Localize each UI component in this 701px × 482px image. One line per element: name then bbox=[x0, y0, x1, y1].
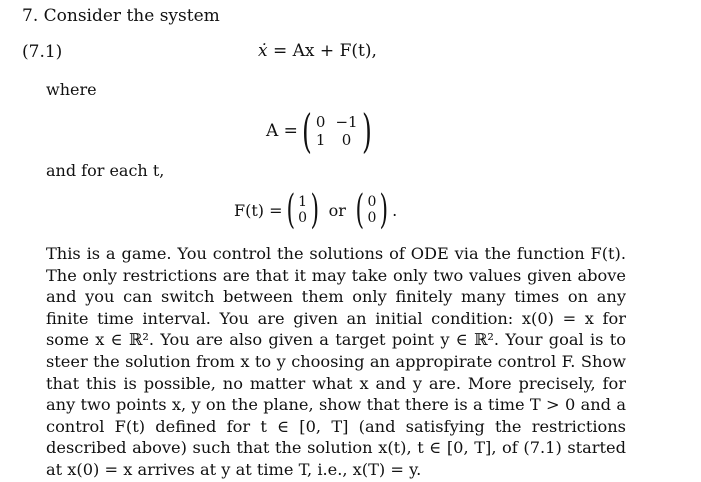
equation-lhs: ẋ bbox=[258, 41, 268, 61]
left-paren: ( bbox=[355, 187, 365, 233]
matrix-entry: 1 bbox=[315, 131, 326, 149]
right-paren: ) bbox=[379, 187, 389, 233]
matrix-entry: 0 bbox=[315, 113, 326, 131]
matrix-A bbox=[316, 113, 358, 149]
for-each-label: and for each t, bbox=[46, 161, 165, 180]
problem-paragraph: This is a game. You control the solutions of ODE via the function F(t). The only restrictions are that it may take only two values given above and you can switch between them only finitely many times on any finite time interval. You are given an initial condition: x(0) = x for some x ∈ ℝ². You are also given a target point y ∈ ℝ². Your goal is to steer the solution from x to y choosing an appropirate control F. Show that this is possible, no matter what x and y are. More precisely, for any two points x, y on the plane, show that there is a time T > 0 and a control F(t) defined for t ∈ [0, T] (and satisfying the restrictions described above) such that the solution x(t), t ∈ [0, T], of (7.1) started at x(0) = x arrives at y at time T, i.e., x(T) = y. bbox=[46, 244, 626, 479]
left-paren: ( bbox=[301, 104, 312, 158]
problem-header: 7. Consider the system bbox=[22, 6, 220, 26]
system-equation bbox=[258, 41, 377, 61]
period: . bbox=[392, 200, 398, 220]
vector-entry: 0 bbox=[367, 194, 377, 210]
vector-entry: 0 bbox=[367, 210, 377, 226]
matrix-equation bbox=[266, 104, 376, 158]
vector-one bbox=[298, 194, 307, 226]
vector-entry: 1 bbox=[298, 194, 308, 210]
equation-number: (7.1) bbox=[22, 42, 63, 62]
matrix-entry: 0 bbox=[341, 131, 352, 149]
right-paren: ) bbox=[361, 104, 372, 158]
F-label: F(t) = bbox=[234, 200, 283, 220]
right-paren: ) bbox=[310, 187, 320, 233]
equation-rhs: = Ax + F(t), bbox=[273, 41, 377, 61]
matrix-label: A = bbox=[266, 121, 298, 141]
control-definition bbox=[234, 187, 398, 233]
or-label: or bbox=[328, 200, 346, 220]
left-paren: ( bbox=[286, 187, 295, 233]
matrix-entry: −1 bbox=[335, 113, 358, 131]
where-label: where bbox=[46, 80, 97, 99]
vector-entry: 0 bbox=[298, 210, 308, 226]
vector-two bbox=[368, 194, 377, 226]
